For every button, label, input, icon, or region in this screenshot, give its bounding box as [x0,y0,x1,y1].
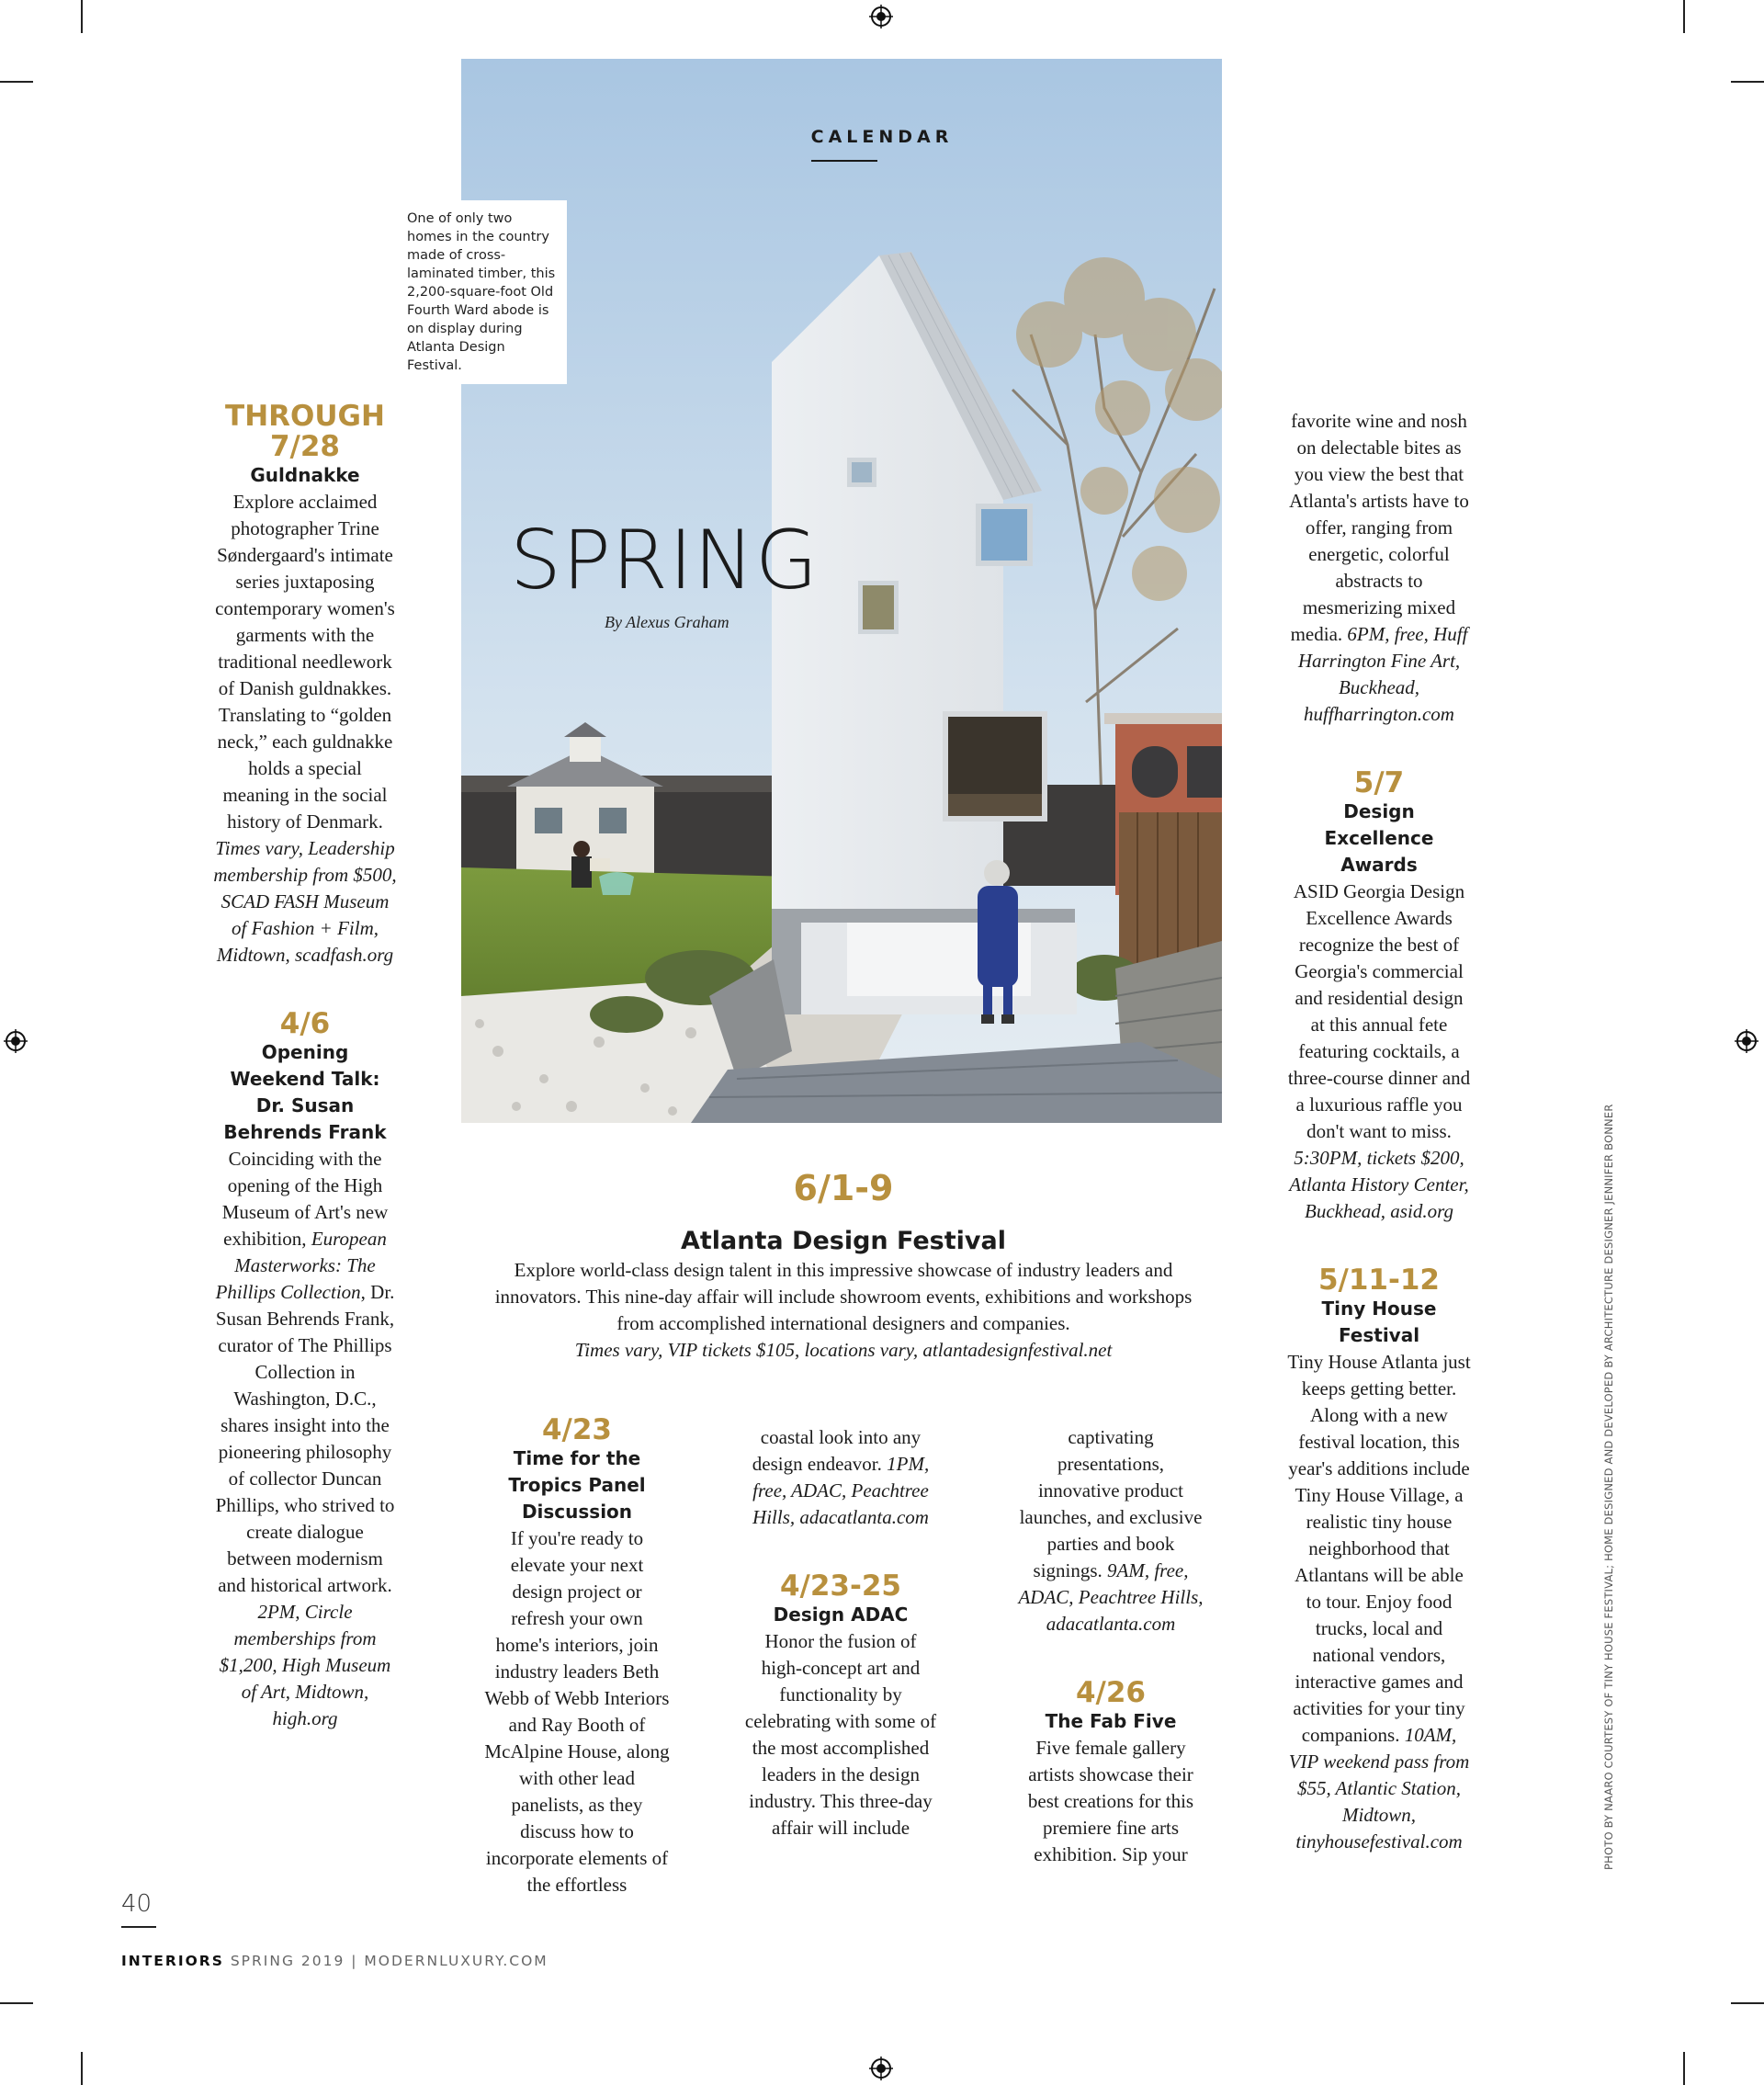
photo-caption: One of only two homes in the country made of cross-laminated timber, this 2,200-square-foot Old Fourth Ward abode is on display during Atlanta Design Festival. [407,211,556,373]
spacer [1016,1637,1205,1678]
event-date: THROUGH [225,400,385,433]
spacer [744,1531,937,1571]
registration-mark-icon [869,2057,893,2080]
spacer [1286,1225,1472,1265]
page-number: 40 [121,1890,153,1918]
event-date: 4/23-25 [779,1569,902,1603]
event-date: 6/1-9 [793,1168,894,1208]
registration-mark-icon [4,1029,28,1053]
column-four [1016,1424,1205,1868]
crop-mark [1683,2052,1685,2085]
section-label: CALENDAR [810,127,954,147]
crop-mark [0,81,33,83]
event-title: Opening Weekend Talk: Dr. Susan Behrends Frank [223,1041,387,1143]
event-date: 4/6 [279,1007,331,1040]
event-info: 5:30PM, tickets $200, Atlanta History Center, Buckhead, asid.org [1289,1147,1469,1222]
event-date: 5/7 [1353,766,1405,799]
event-info: 1PM, free, ADAC, Peachtree Hills, adacatlanta.com [752,1453,930,1528]
event-title: Design Excellence Awards [1324,800,1434,876]
photo-caption-box [397,200,567,384]
event-info: 9AM, free, ADAC, Peachtree Hills, adacatlanta.com [1018,1559,1204,1635]
crop-mark [81,2052,83,2085]
photo-credit: PHOTO BY NAARO COURTESY OF TINY HOUSE FESTIVAL; HOME DESIGNED AND DEVELOPED BY ARCHITECTURE DESIGNER JENNIFER BONNER [1602,1104,1615,1870]
event-body-wrap [213,1146,397,1732]
spacer [1286,728,1472,768]
event-body: Explore acclaimed photographer Trine Søndergaard's intimate series juxtaposing contemporary women's garments with the traditional needlework of Danish guldnakkes. Translating to “golden neck,” each guldnakke holds a special meaning in the social history of Denmark. [215,491,395,833]
event-body-wrap [213,489,397,969]
crop-mark [1731,2002,1764,2004]
event-info: Times vary, Leadership membership from $500, SCAD FASH Museum of Fashion + Film, Midtown, scadfash.org [213,837,397,966]
event-body: Coinciding with the opening of the High Museum of Art's new exhibition, [221,1148,389,1250]
event-title: The Fab Five [1045,1710,1177,1732]
event-body-wrap [1286,408,1472,728]
event-info: Times vary, VIP tickets $105, locations vary, atlantadesignfestival.net [574,1339,1113,1361]
byline: By Alexus Graham [605,613,729,631]
event-body: Five female gallery artists showcase their best creations for this premiere fine arts exhibition. Sip your [1027,1737,1194,1865]
crop-mark [1731,81,1764,83]
event-body: favorite wine and nosh on delectable bites as you view the best that Atlanta's artists have to offer, ranging from energetic, colorful abstracts to mesmerizing mixed media. [1289,410,1469,645]
event-date: 5/11-12 [1317,1263,1441,1297]
event-body: Explore world-class design talent in this impressive showcase of industry leaders and innovators. This nine-day affair will include showroom events, exhibitions and workshops from accomplished international designers and companies. [494,1259,1193,1334]
event-info: 10AM, VIP weekend pass from $55, Atlantic Station, Midtown, tinyhousefestival.com [1288,1724,1470,1853]
crop-mark [0,2002,33,2004]
event-title: Atlanta Design Festival [681,1227,1006,1255]
footer-folio [121,1953,548,1969]
left-column [213,402,397,1732]
event-title: Design ADAC [773,1603,909,1626]
magazine-name: INTERIORS [121,1953,224,1969]
event-body: If you're ready to elevate your next design project or refresh your own home's interiors, join industry leaders Beth Webb of Webb Interiors and Ray Booth of McAlpine House, along with other lead panelists, as they discuss how to incorporate elements of the effortless [484,1527,670,1896]
event-date: 4/26 [1075,1676,1147,1709]
event-title: Time for the Tropics Panel Discussion [508,1447,646,1523]
registration-mark-icon [1735,1029,1758,1053]
event-body-wrap [1286,878,1472,1225]
event-body: Honor the fusion of high-concept art and functionality by celebrating with some of the most accomplished leaders in the design industry. This three-day affair will include [744,1630,937,1839]
event-body: coastal look into any design endeavor. [752,1426,922,1475]
event-body-title: European Masterworks: The Phillips Collection [215,1228,387,1303]
right-column [1286,408,1472,1855]
event-body-wrap [1016,1424,1205,1637]
event-title: Guldnakke [250,464,360,486]
event-body: ASID Georgia Design Excellence Awards recognize the best of Georgia's commercial and residential design at this annual fete featuring cocktails, a three-course dinner and a luxurious raffle you don't want to miss. [1287,880,1471,1142]
registration-mark-icon [869,5,893,28]
spacer [213,969,397,1009]
event-body: Tiny House Atlanta just keeps getting better. Along with a new festival location, this year's additions include Tiny House Village, a realistic tiny house neighborhood that Atlantans will be able to tour. Enjoy food trucks, local and national vendors, interactive games and activities for your tiny companions. [1287,1351,1471,1746]
issue-info: SPRING 2019 | MODERNLUXURY.COM [230,1953,548,1969]
featured-event [470,1169,1216,1364]
event-date: 7/28 [269,430,341,463]
event-info: 6PM, free, Huff Harrington Fine Art, Buckhead, huffharrington.com [1297,623,1468,725]
column-three [744,1424,937,1841]
page-title: SPRING [510,513,820,607]
page-number-rule [121,1926,156,1928]
event-title: Tiny House Festival [1321,1297,1437,1346]
event-body-wrap [1286,1349,1472,1855]
column-two [476,1415,678,1898]
event-date: 4/23 [541,1413,613,1446]
event-body-wrap [744,1424,937,1531]
crop-mark [81,0,83,33]
section-label-underline [811,160,877,162]
event-body: captivating presentations, innovative product launches, and exclusive parties and book signings. [1019,1426,1203,1581]
event-info: 2PM, Circle memberships from $1,200, High Museum of Art, Midtown, high.org [219,1601,391,1729]
event-body: , Dr. Susan Behrends Frank, curator of The Phillips Collection in Washington, D.C., shares insight into the pioneering philosophy of collector Duncan Phillips, who strived to create dialogue between modernism and historical artwork. [215,1281,395,1596]
crop-mark [1683,0,1685,33]
